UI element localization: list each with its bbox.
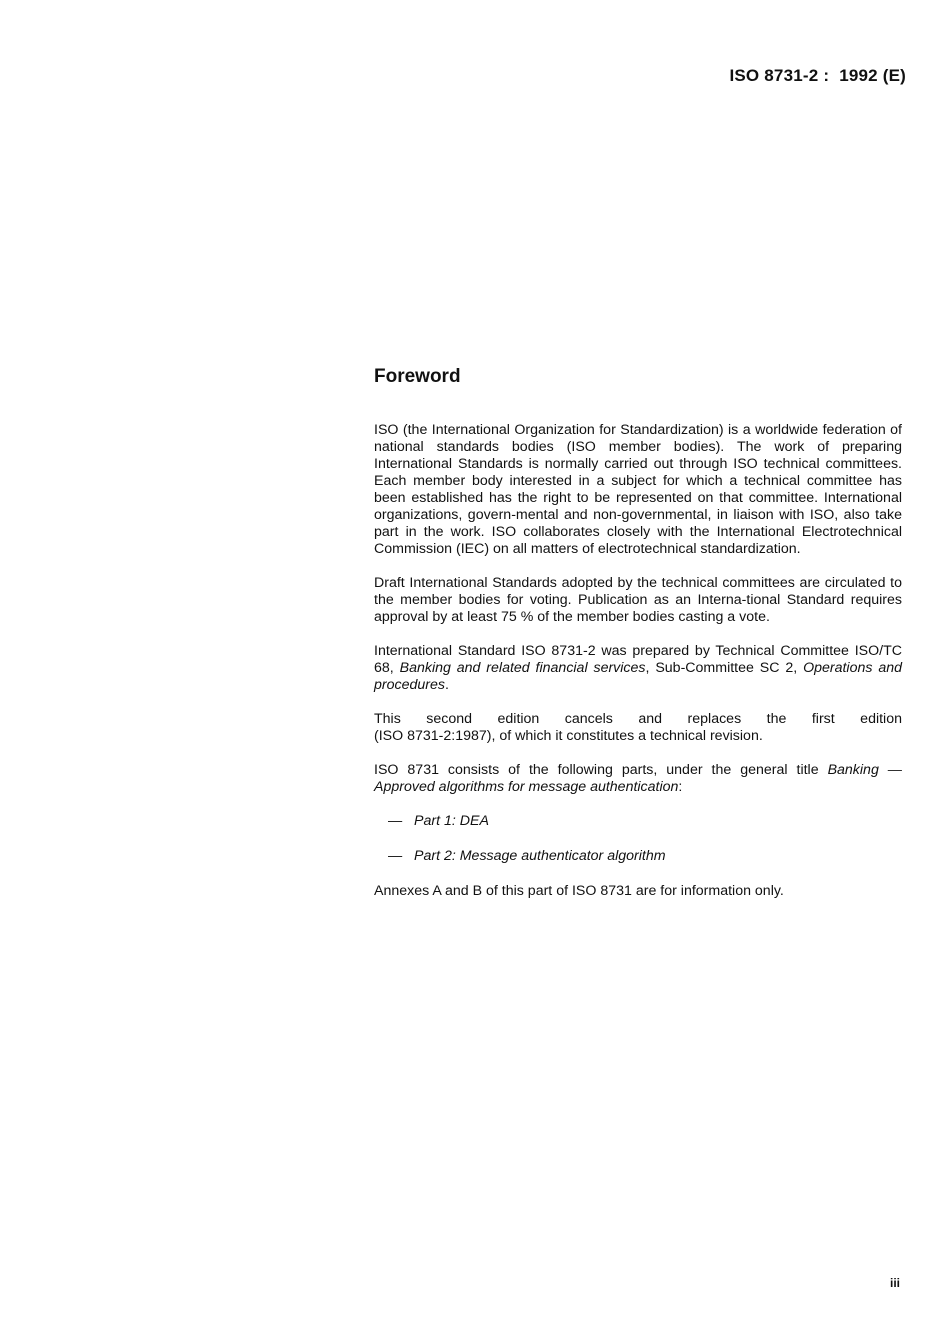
paragraph-3-text-start: International Standard ISO 8731-2 was prepared by Technical Committee ISO/TC 68,: [374, 643, 902, 676]
paragraph-4-line-1: This second edition cancels and replaces the first edition: [374, 711, 902, 727]
foreword-paragraph-2: Draft International Standards adopted by the technical committees are circulated to the member bodies for voting. Publication as an Interna-tional Standard requires approval by at least 75 % of the member bodies casting a vote.: [374, 575, 902, 625]
document-year-edition: 1992 (E): [839, 66, 906, 85]
foreword-paragraph-1: ISO (the International Organization for Standardization) is a worldwide federation of national standards bodies (ISO member bodies). The work of preparing International Standards is normally carried out through ISO technical committees. Each member body interested in a subject for which a technical committee has been established has the right to be represented on that committee. International organizations, govern-mental and non-governmental, in liaison with ISO, also take part in the work. ISO collaborates closely with the International Electrotechnical Commission (IEC) on all matters of electrotechnical standardization.: [374, 422, 902, 557]
foreword-paragraph-3: [374, 643, 902, 694]
list-item-part-2: [388, 848, 902, 865]
paragraph-5-text-start: ISO 8731 consists of the following parts, under the general title: [374, 762, 828, 778]
list-dash: —: [388, 848, 403, 864]
paragraph-5-text-end: :: [678, 779, 683, 795]
paragraph-4-line-2: (ISO 8731-2:1987), of which it constitutes a technical revision.: [374, 728, 763, 744]
paragraph-3-text-end: .: [444, 677, 449, 693]
paragraph-3-text-mid: , Sub-Committee SC 2,: [645, 660, 804, 676]
document-header: [729, 66, 906, 86]
subcommittee-name: Operations and procedures: [374, 660, 903, 693]
page-number: iii: [889, 1276, 900, 1290]
document-number: ISO 8731-2 :: [729, 66, 830, 85]
list-item-label: Part 2: Message authenticator algorithm: [414, 848, 666, 864]
foreword-paragraph-4: [374, 711, 902, 745]
committee-name: Banking and related financial services: [399, 660, 646, 676]
foreword-paragraph-5: [374, 762, 902, 796]
general-title: Banking — Approved algorithms for message authentication: [374, 762, 902, 795]
list-dash: —: [388, 813, 403, 829]
foreword-section: [374, 366, 902, 917]
section-title: Foreword: [374, 366, 461, 387]
list-item-part-1: [388, 813, 902, 830]
foreword-paragraph-6: Annexes A and B of this part of ISO 8731 are for information only.: [374, 883, 784, 899]
list-item-label: Part 1: DEA: [414, 813, 489, 829]
